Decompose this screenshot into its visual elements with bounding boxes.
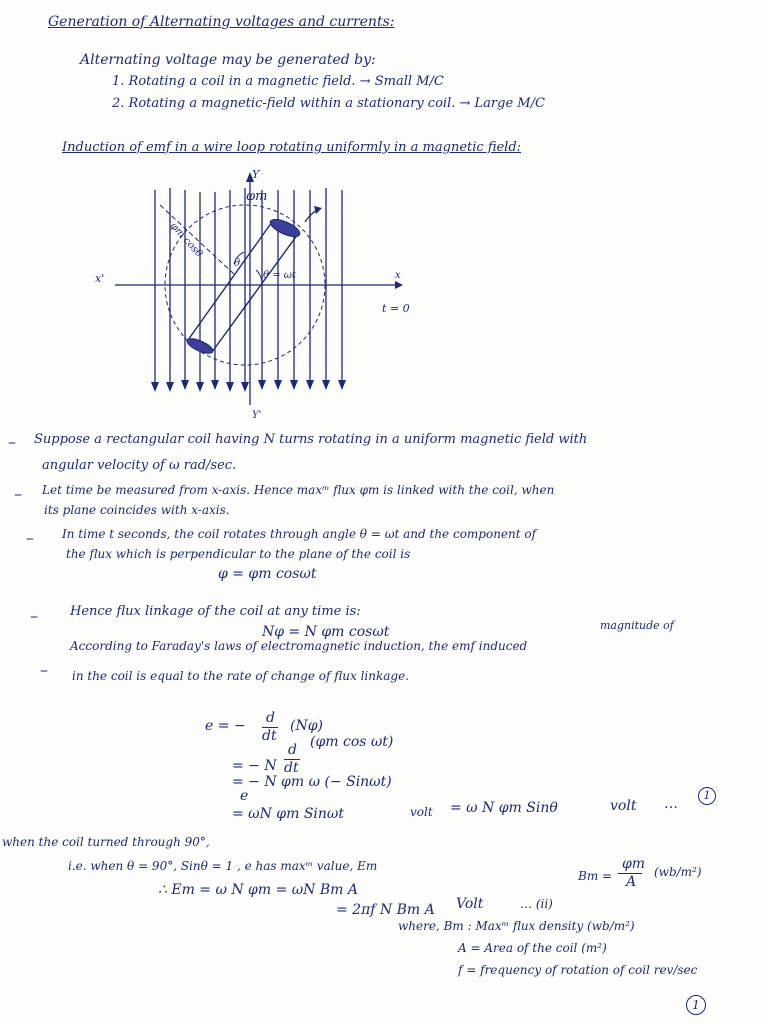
em-eq-2-unit: Volt (456, 896, 484, 912)
heading-induction: Induction of emf in a wire loop rotating uniformly in a magnetic field: (62, 140, 522, 155)
note-magnitude-of: magnitude of (600, 619, 674, 632)
phim-cos-line (160, 205, 235, 275)
when-line: when the coil turned through 90°, (2, 835, 210, 849)
bm-lhs: Bm = (578, 869, 613, 883)
em-eq-2-tag: … (ii) (520, 897, 553, 911)
label-phim: φm (246, 189, 268, 204)
intro-line: Alternating voltage may be generated by: (80, 52, 376, 68)
bullet-2b: its plane coincides with x-axis. (44, 503, 230, 517)
method-2: 2. Rotating a magnetic-field within a stationary coil. → Large M/C (112, 96, 545, 111)
bullet-1a: Suppose a rectangular coil having N turns rotating in a uniform magnetic field with (34, 432, 588, 447)
bm-den: A (626, 874, 637, 890)
bullet-3a: In time t seconds, the coil rotates through angle θ = ωt and the component of (62, 527, 537, 541)
page-number: 1 (686, 995, 706, 1015)
em-eq-1: ∴ Em = ω N φm = ωN Bm A (158, 882, 358, 898)
bullet-2a: Let time be measured from x-axis. Hence maxᵐ flux φm is linked with the coil, when (42, 483, 555, 497)
bm-unit: (wb/m²) (654, 865, 702, 879)
em-eq-2: = 2πf N Bm A (336, 902, 435, 918)
eq1-frac-num: d (266, 710, 275, 726)
bullet-dash: – (26, 528, 34, 547)
label-xprime: x' (95, 272, 105, 285)
coil (185, 216, 302, 356)
eq2-frac-den: dt (284, 760, 299, 776)
label-y: Y (252, 168, 260, 181)
eq4-alt-unit: volt (610, 798, 637, 814)
bullet-5a: According to Faraday's laws of electromagnetic induction, the emf induced (70, 639, 528, 653)
flux-lines (155, 188, 342, 390)
eq2-lhs: = − N (232, 758, 277, 774)
where-f: f = frequency of rotation of coil rev/sec (458, 963, 698, 977)
label-t0: t = 0 (382, 302, 410, 315)
ie-line: i.e. when θ = 90°, Sinθ = 1 , e has maxᵐ value, Em (68, 859, 378, 873)
label-x: x (395, 270, 401, 281)
label-phim-cos: φm cosθ (167, 220, 205, 260)
eq1-rhs: (Nφ) (290, 718, 323, 734)
eq4: = ωN φm Sinωt (232, 806, 344, 822)
eq-number-1: 1 (698, 787, 716, 805)
eq2-rhs: (φm cos ωt) (310, 734, 394, 750)
eq-flux-linkage: Nφ = N φm cosωt (262, 624, 390, 640)
eq4-unit: volt (410, 805, 433, 819)
eq-phi: φ = φm cosωt (218, 566, 317, 582)
eq1-lhs: e = − (205, 718, 246, 734)
eq1-frac-den: dt (262, 728, 277, 744)
bullet-4: Hence flux linkage of the coil at any time is: (70, 604, 361, 619)
eq4-dots: … (664, 796, 678, 812)
label-theta-eq: θ = ωt (263, 270, 296, 281)
eq4-alt: = ω N φm Sinθ (450, 800, 558, 816)
bullet-dash: – (30, 606, 38, 625)
bullet-dash: – (8, 432, 16, 451)
label-theta: θ (234, 258, 241, 269)
flux-arrowheads (151, 380, 346, 392)
bullet-1b: angular velocity of ω rad/sec. (42, 458, 237, 473)
method-1: 1. Rotating a coil in a magnetic field. → Small M/C (112, 74, 444, 89)
bullet-dash: – (14, 484, 22, 503)
eq2-frac-num: d (288, 742, 297, 758)
where-a: A = Area of the coil (m²) (458, 941, 607, 955)
where-bm: where, Bm : Maxᵐ flux density (wb/m²) (398, 919, 635, 933)
eq4-lhs: e (240, 788, 249, 804)
eq3: = − N φm ω (− Sinωt) (232, 774, 392, 790)
label-yprime: Y' (252, 410, 262, 421)
heading-generation: Generation of Alternating voltages and currents: (48, 14, 395, 30)
bullet-3b: the flux which is perpendicular to the plane of the coil is (66, 547, 411, 561)
bullet-5b: in the coil is equal to the rate of change of flux linkage. (72, 669, 410, 683)
bm-num: φm (622, 856, 646, 872)
bullet-dash: – (40, 660, 48, 679)
